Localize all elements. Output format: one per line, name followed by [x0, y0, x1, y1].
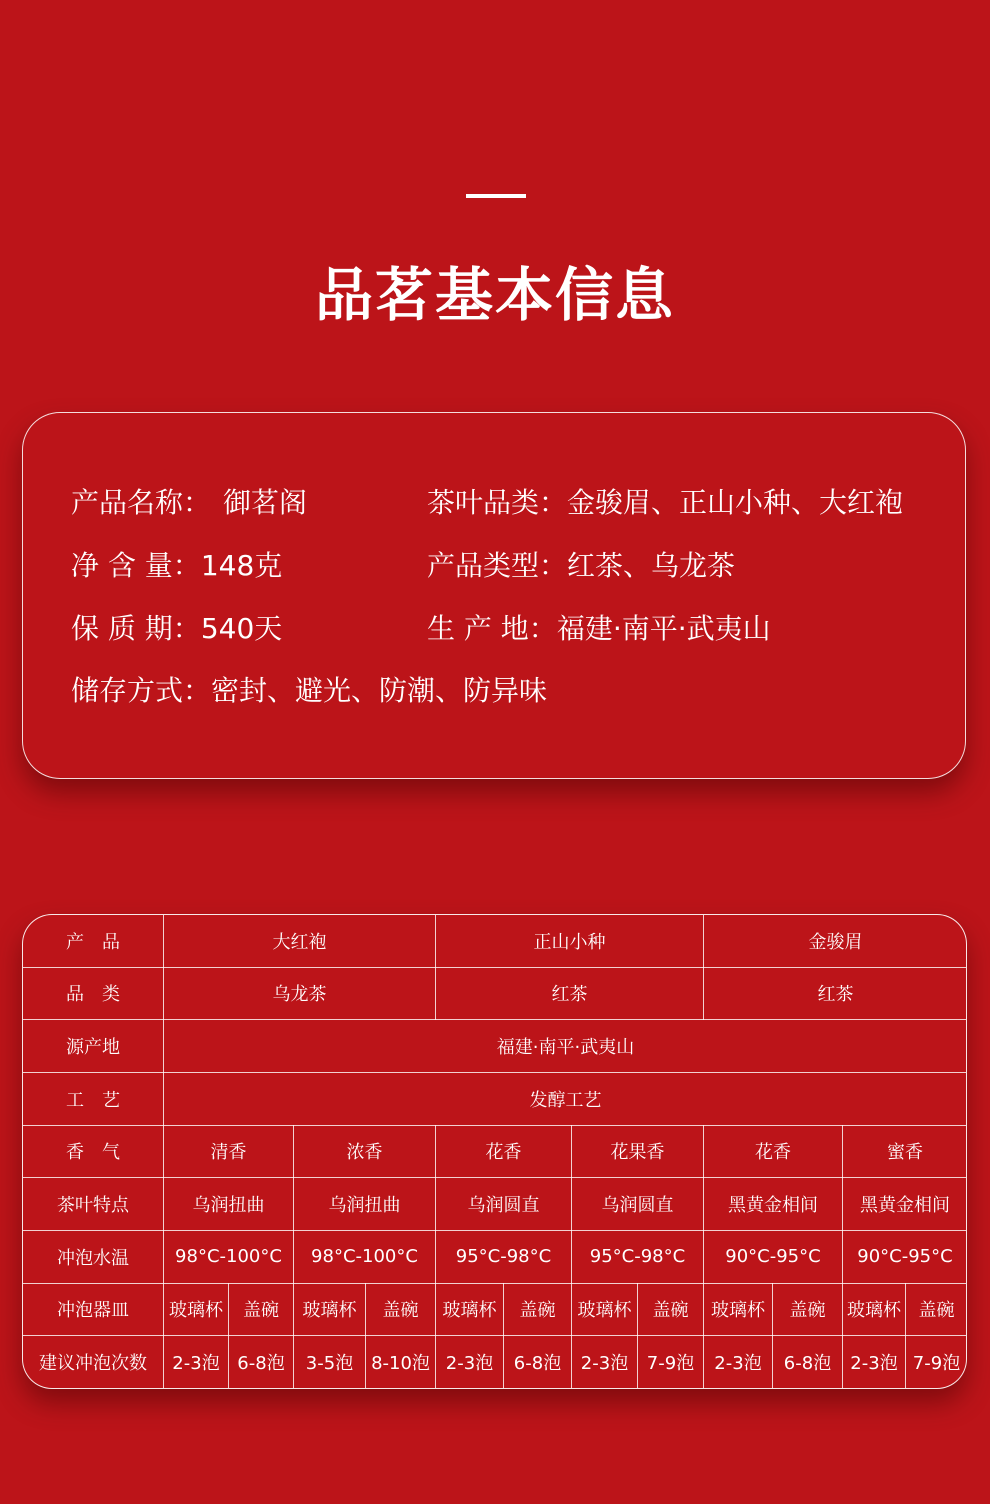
info-label: 产品类型：: [427, 549, 568, 582]
info-label: 茶叶品类：: [427, 486, 568, 519]
table-cell: 乌润圆直: [436, 1178, 572, 1231]
row-header: 香 气: [23, 1125, 164, 1178]
title-divider: [466, 194, 526, 198]
table-row-aroma: [23, 1125, 968, 1178]
tea-spec-table: [22, 914, 967, 1389]
table-cell: 蜜香: [843, 1125, 968, 1178]
page-title: 品茗基本信息: [314, 261, 675, 329]
table-cell: 95°C-98°C: [572, 1230, 704, 1283]
info-label: 产品名称：: [71, 486, 212, 519]
product-info-card: [22, 412, 966, 779]
table-cell: 2-3泡: [572, 1336, 638, 1389]
table-row-water-temp: [23, 1230, 968, 1283]
info-value: 密封、避光、防潮、防异味: [211, 674, 548, 707]
info-row-shelf-life: [71, 611, 282, 647]
table-cell: 7-9泡: [906, 1336, 968, 1389]
table-cell: 6-8泡: [504, 1336, 572, 1389]
row-header: 茶叶特点: [23, 1178, 164, 1231]
table-cell: 玻璃杯: [843, 1283, 906, 1336]
table-cell: 清香: [164, 1125, 294, 1178]
row-header: 产 品: [23, 915, 164, 968]
info-value: 金骏眉、正山小种、大红袍: [567, 486, 904, 519]
table-row-product: [23, 915, 968, 968]
table-cell: 乌龙茶: [164, 967, 436, 1020]
table-cell: 2-3泡: [843, 1336, 906, 1389]
info-label: 储存方式：: [71, 674, 212, 707]
row-header: 冲泡器皿: [23, 1283, 164, 1336]
table-cell: 盖碗: [504, 1283, 572, 1336]
table-cell: 金骏眉: [704, 915, 968, 968]
table-row-vessel: [23, 1283, 968, 1336]
info-value: 红茶、乌龙茶: [567, 549, 736, 582]
table-cell: 盖碗: [773, 1283, 843, 1336]
table-cell: 3-5泡: [294, 1336, 366, 1389]
table-cell: 90°C-95°C: [843, 1230, 968, 1283]
table-cell: 2-3泡: [164, 1336, 229, 1389]
table-cell: 6-8泡: [773, 1336, 843, 1389]
table-cell: 花果香: [572, 1125, 704, 1178]
table-row-craft: [23, 1072, 968, 1125]
table-cell: 盖碗: [638, 1283, 704, 1336]
table-cell: 玻璃杯: [704, 1283, 773, 1336]
info-label: 保 质 期：: [71, 612, 201, 645]
table-cell: 红茶: [436, 967, 704, 1020]
table-cell: 大红袍: [164, 915, 436, 968]
table-cell: 乌润圆直: [572, 1178, 704, 1231]
table-cell: 红茶: [704, 967, 968, 1020]
table-cell: 花香: [436, 1125, 572, 1178]
info-value: 福建·南平·武夷山: [556, 612, 771, 645]
table-cell: 2-3泡: [436, 1336, 504, 1389]
row-header: 冲泡水温: [23, 1230, 164, 1283]
table-cell: 黑黄金相间: [843, 1178, 968, 1231]
table-cell: 98°C-100°C: [164, 1230, 294, 1283]
table-cell: 玻璃杯: [294, 1283, 366, 1336]
info-row-category: [427, 485, 903, 521]
table-row-origin: [23, 1020, 968, 1073]
table-cell: 盖碗: [366, 1283, 436, 1336]
spec-table: [22, 914, 967, 1389]
table-cell: 乌润扭曲: [164, 1178, 294, 1231]
table-cell: 玻璃杯: [436, 1283, 504, 1336]
info-value: 540天: [200, 612, 283, 645]
info-label: 净 含 量：: [71, 549, 201, 582]
table-cell: 90°C-95°C: [704, 1230, 843, 1283]
table-cell: 98°C-100°C: [294, 1230, 436, 1283]
info-row-name: [71, 485, 307, 521]
table-cell: 玻璃杯: [572, 1283, 638, 1336]
row-header: 源产地: [23, 1020, 164, 1073]
row-header: 工 艺: [23, 1072, 164, 1125]
info-value: 148克: [200, 549, 283, 582]
table-cell: 6-8泡: [229, 1336, 294, 1389]
table-cell: 玻璃杯: [164, 1283, 229, 1336]
table-cell: 8-10泡: [366, 1336, 436, 1389]
table-row-category: [23, 967, 968, 1020]
table-cell: 盖碗: [906, 1283, 968, 1336]
table-cell: 福建·南平·武夷山: [164, 1020, 968, 1073]
table-cell: 盖碗: [229, 1283, 294, 1336]
info-row-type: [427, 548, 735, 584]
info-label: 生 产 地：: [427, 612, 557, 645]
info-row-storage: [71, 673, 547, 709]
table-cell: 正山小种: [436, 915, 704, 968]
table-row-features: [23, 1178, 968, 1231]
row-header: 品 类: [23, 967, 164, 1020]
info-value: 御茗阁: [223, 486, 308, 519]
table-cell: 7-9泡: [638, 1336, 704, 1389]
table-cell: 95°C-98°C: [436, 1230, 572, 1283]
table-cell: 浓香: [294, 1125, 436, 1178]
table-cell: 花香: [704, 1125, 843, 1178]
info-row-weight: [71, 548, 282, 584]
table-cell: 黑黄金相间: [704, 1178, 843, 1231]
row-header: 建议冲泡次数: [23, 1336, 164, 1389]
table-cell: 发醇工艺: [164, 1072, 968, 1125]
info-row-origin: [427, 611, 771, 647]
table-row-brews: [23, 1336, 968, 1389]
table-cell: 2-3泡: [704, 1336, 773, 1389]
table-cell: 乌润扭曲: [294, 1178, 436, 1231]
